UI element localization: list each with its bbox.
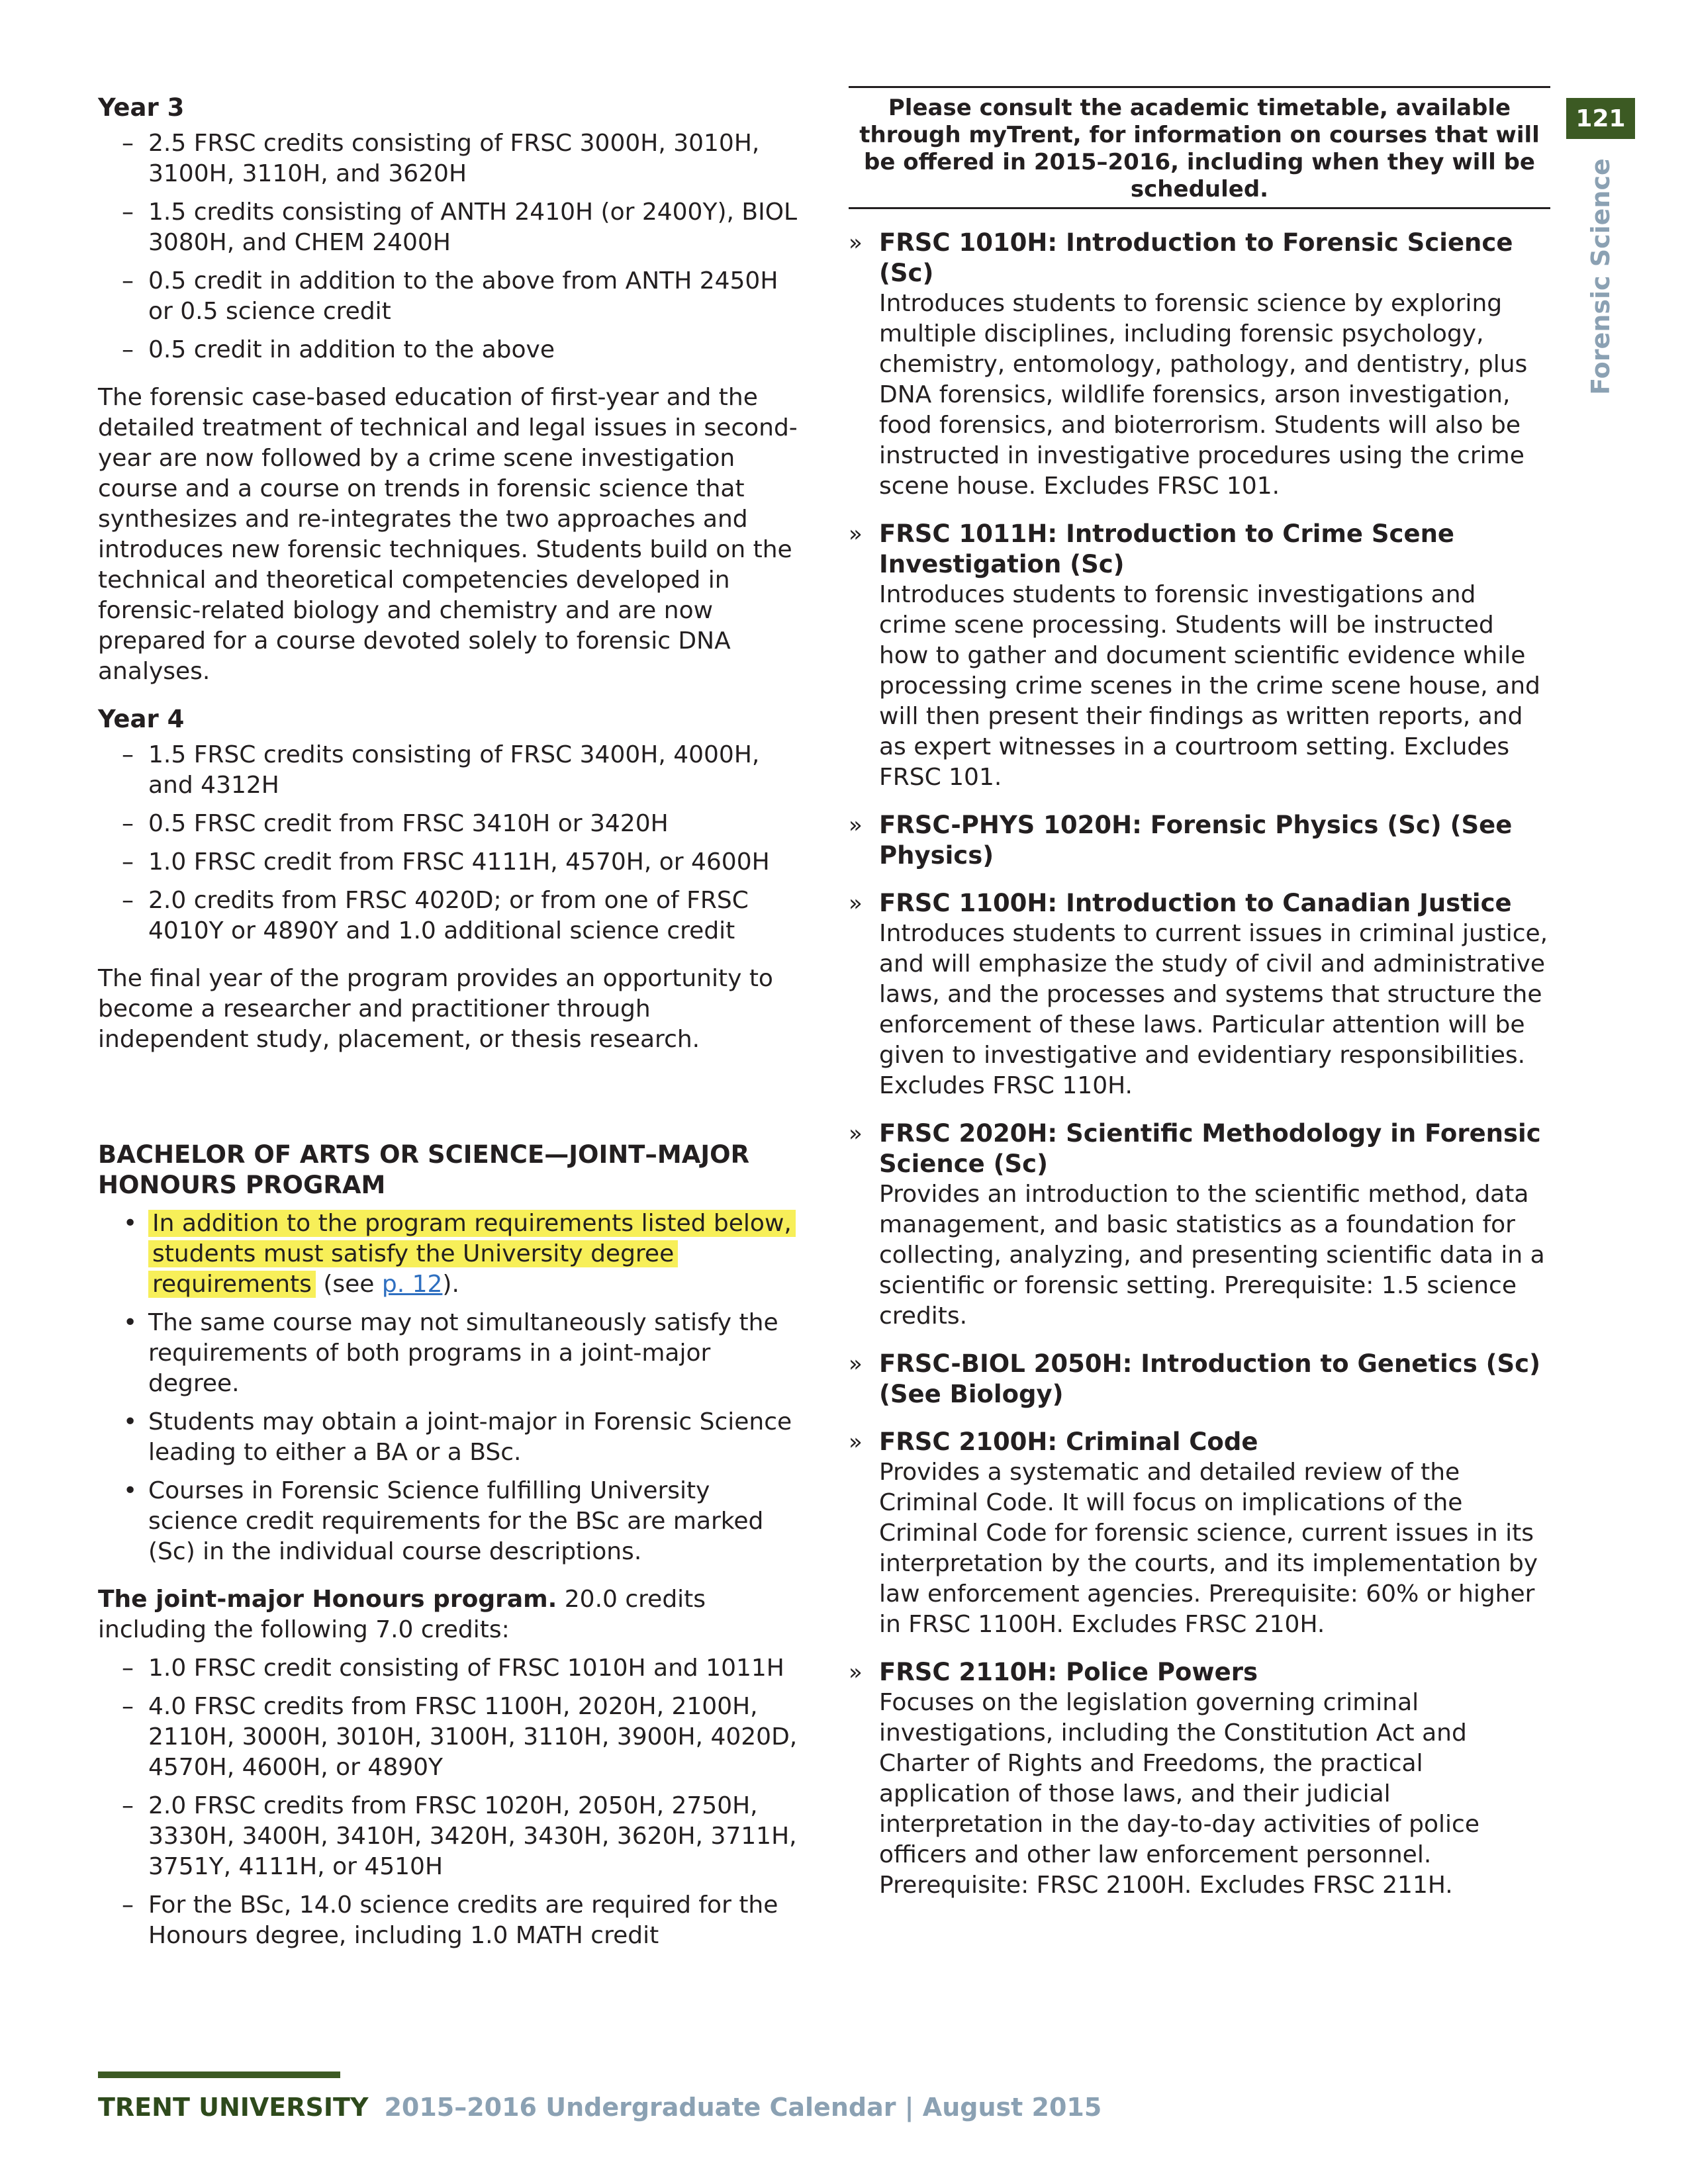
course-description: Introduces students to current issues in criminal justice, and will emphasize the study of civil and administrative laws, and the processes and systems that structure the enforcement of these laws. Particular attention will be given to investigative and evidentiary responsibilities. Excludes FRSC 110H.	[879, 920, 1548, 1099]
list-item: – For the BSc, 14.0 science credits are required for the Honours degree, including 1.0 MATH credit	[98, 1890, 806, 1951]
list-item: – 1.0 FRSC credit consisting of FRSC 1010H and 1011H	[98, 1653, 806, 1684]
chevron-icon: »	[849, 1120, 863, 1147]
course-entry	[849, 1118, 1550, 1332]
joint-major-rest: 20.0 credits including the following 7.0 credits:	[98, 1586, 706, 1643]
course-description: Introduces students to forensic investigations and crime scene processing. Students will be instructed how to gather and document scientific evidence while processing crime scenes in the crime scene house, and will then present their findings as written reports, and as expert witnesses in a courtroom setting. Excludes FRSC 101.	[879, 581, 1540, 791]
right-column	[849, 86, 1550, 1918]
list-item: – 1.5 credits consisting of ANTH 2410H (or 2400Y), BIOL 3080H, and CHEM 2400H	[98, 197, 806, 258]
see-text: (see	[315, 1271, 382, 1298]
list-item: – 4.0 FRSC credits from FRSC 1100H, 2020H, 2100H, 2110H, 3000H, 3010H, 3100H, 3110H, 3900H, 4020D, 4570H, 4600H, or 4890Y	[98, 1692, 806, 1783]
course-title: FRSC 1100H: Introduction to Canadian Justice	[879, 889, 1512, 917]
course-entry	[849, 888, 1550, 1101]
footer-university: TRENT UNIVERSITY	[98, 2093, 369, 2122]
course-title: FRSC 1011H: Introduction to Crime Scene Investigation (Sc)	[879, 520, 1455, 578]
highlighted-text: In addition to the program requirements listed below, students must satisfy the University degree requirements	[148, 1210, 796, 1298]
year4-list	[98, 740, 806, 946]
year3-list	[98, 128, 806, 365]
chevron-icon: »	[849, 1351, 863, 1377]
list-item: – 2.0 FRSC credits from FRSC 1020H, 2050H, 2750H, 3330H, 3400H, 3410H, 3420H, 3430H, 3620H, 3711H, 3751Y, 4111H, or 4510H	[98, 1791, 806, 1882]
timetable-notice: Please consult the academic timetable, available through myTrent, for information on courses that will be offered in 2015–2016, including when they will be scheduled.	[849, 86, 1550, 209]
footer	[98, 2093, 1102, 2122]
joint-major-intro	[98, 1584, 806, 1645]
course-title: FRSC 2100H: Criminal Code	[879, 1428, 1258, 1456]
footer-rule	[98, 2071, 340, 2078]
course-entry	[849, 519, 1550, 793]
course-entry	[849, 228, 1550, 502]
course-entry	[849, 1427, 1550, 1640]
list-item: – 1.0 FRSC credit from FRSC 4111H, 4570H, or 4600H	[98, 847, 806, 878]
footer-calendar: 2015–2016 Undergraduate Calendar | August 2015	[384, 2093, 1102, 2122]
list-item: • The same course may not simultaneously satisfy the requirements of both programs in a joint-major degree.	[98, 1308, 806, 1399]
chevron-icon: »	[849, 1659, 863, 1686]
chevron-icon: »	[849, 1429, 863, 1455]
year4-heading: Year 4	[98, 705, 185, 733]
section-side-label: Forensic Science	[1586, 158, 1615, 395]
year3-heading: Year 3	[98, 93, 185, 122]
joint-major-list	[98, 1653, 806, 1951]
year4-paragraph: The final year of the program provides an opportunity to become a researcher and practitioner through independent study, placement, or thesis research.	[98, 965, 773, 1053]
list-item: – 2.5 FRSC credits consisting of FRSC 3000H, 3010H, 3100H, 3110H, and 3620H	[98, 128, 806, 189]
list-item: • Courses in Forensic Science fulfilling University science credit requirements for the BSc are marked (Sc) in the individual course descriptions.	[98, 1476, 806, 1567]
list-item	[98, 1208, 806, 1300]
program-heading: BACHELOR OF ARTS OR SCIENCE—JOINT–MAJOR HONOURS PROGRAM	[98, 1140, 750, 1199]
left-column	[98, 93, 806, 1968]
list-item: – 0.5 FRSC credit from FRSC 3410H or 3420H	[98, 809, 806, 839]
list-item: – 0.5 credit in addition to the above	[98, 335, 806, 365]
course-entry	[849, 810, 1550, 871]
course-title: FRSC 2020H: Scientific Methodology in Forensic Science (Sc)	[879, 1119, 1541, 1178]
list-item: • Students may obtain a joint-major in Forensic Science leading to either a BA or a BSc.	[98, 1407, 806, 1468]
course-entry	[849, 1349, 1550, 1410]
course-description: Focuses on the legislation governing criminal investigations, including the Constitution Act and Charter of Rights and Freedoms, the practical application of those laws, and their judicial interpretation in the day-to-day activities of police officers and other law enforcement personnel. Prerequisite: FRSC 2100H. Excludes FRSC 211H.	[879, 1689, 1479, 1899]
course-description: Introduces students to forensic science by exploring multiple disciplines, including forensic psychology, chemistry, entomology, pathology, and dentistry, plus DNA forensics, wildlife forensics, arson investigation, food forensics, and bioterrorism. Students will also be instructed in investigative procedures using the crime scene house. Excludes FRSC 101.	[879, 290, 1528, 500]
chevron-icon: »	[849, 230, 863, 256]
chevron-icon: »	[849, 812, 863, 839]
course-entry	[849, 1657, 1550, 1901]
course-description: Provides an introduction to the scientific method, data management, and basic statistics as a foundation for collecting, analyzing, and presenting scientific data in a scientific or forensic setting. Prerequisite: 1.5 science credits.	[879, 1181, 1545, 1330]
course-title: FRSC-BIOL 2050H: Introduction to Genetics (Sc) (See Biology)	[879, 1349, 1540, 1408]
course-title: FRSC 2110H: Police Powers	[879, 1658, 1258, 1686]
list-item: – 1.5 FRSC credits consisting of FRSC 3400H, 4000H, and 4312H	[98, 740, 806, 801]
course-title: FRSC-PHYS 1020H: Forensic Physics (Sc) (See Physics)	[879, 811, 1513, 870]
program-bullets	[98, 1208, 806, 1567]
joint-major-lead: The joint-major Honours program.	[98, 1586, 557, 1613]
list-item: – 0.5 credit in addition to the above from ANTH 2450H or 0.5 science credit	[98, 266, 806, 327]
page-number-badge: 121	[1566, 98, 1635, 139]
chevron-icon: »	[849, 890, 863, 917]
list-item: – 2.0 credits from FRSC 4020D; or from one of FRSC 4010Y or 4890Y and 1.0 additional science credit	[98, 886, 806, 946]
closing-text: ).	[442, 1271, 459, 1298]
course-description: Provides a systematic and detailed review of the Criminal Code. It will focus on implications of the Criminal Code for forensic science, current issues in its interpretation by the courts, and its implementation by law enforcement agencies. Prerequisite: 60% or higher in FRSC 1100H. Excludes FRSC 210H.	[879, 1459, 1538, 1638]
year3-paragraph: The forensic case-based education of first-year and the detailed treatment of technical and legal issues in second-year are now followed by a crime scene investigation course and a course on trends in forensic science that synthesizes and re-integrates the two approaches and introduces new forensic techniques. Students build on the technical and theoretical competencies developed in forensic-related biology and chemistry and are now prepared for a course devoted solely to forensic DNA analyses.	[98, 384, 798, 685]
page-12-link[interactable]: p. 12	[381, 1271, 443, 1298]
course-title: FRSC 1010H: Introduction to Forensic Science (Sc)	[879, 228, 1513, 287]
chevron-icon: »	[849, 521, 863, 547]
